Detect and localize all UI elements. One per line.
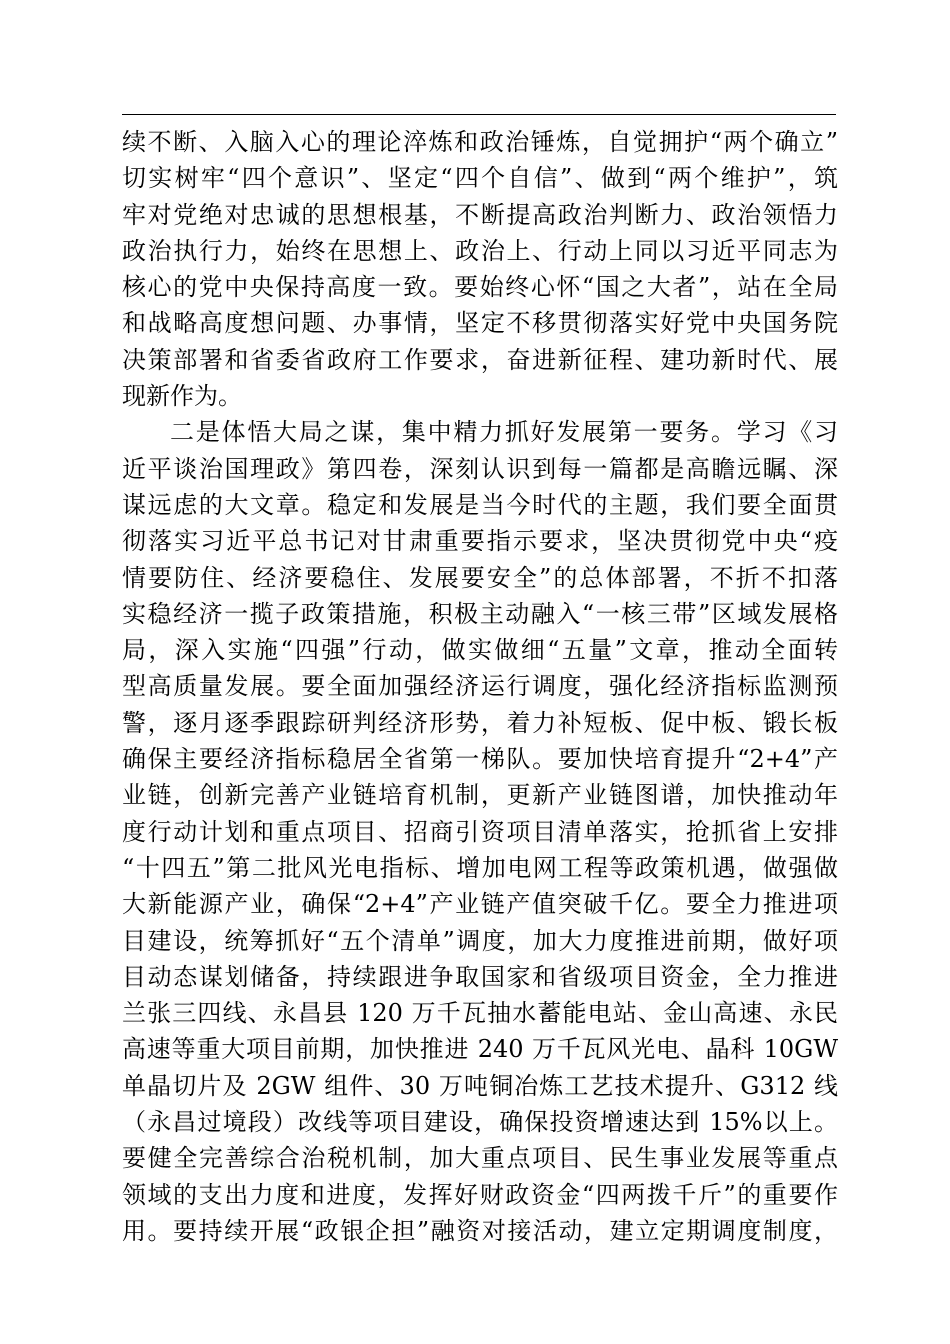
text-line: 警，逐月逐季跟踪研判经济形势，着力补短板、促中板、锻长板: [122, 708, 838, 737]
text-line: 牢对党绝对忠诚的思想根基，不断提高政治判断力、政治领悟力: [122, 200, 838, 229]
text-line: 目建设，统筹抓好“五个清单”调度，加大力度推进前期，做好项: [122, 926, 838, 955]
text-line: 兰张三四线、永昌县 120 万千瓦抽水蓄能电站、金山高速、永民: [122, 999, 838, 1028]
text-line: 近平谈治国理政》第四卷，深刻认识到每一篇都是高瞻远瞩、深: [122, 454, 838, 483]
text-line: 切实树牢“四个意识”、坚定“四个自信”、做到“两个维护”，筑: [122, 164, 838, 193]
text-line: 现新作为。: [122, 382, 242, 411]
text-line: 型高质量发展。要全面加强经济运行调度，强化经济指标监测预: [122, 672, 838, 701]
text-line: 续不断、入脑入心的理论淬炼和政治锤炼，自觉拥护“两个确立”: [122, 128, 838, 156]
text-line: 实稳经济一揽子政策措施，积极主动融入“一核三带”区域发展格: [122, 599, 838, 628]
text-line: 领域的支出力度和进度，发挥好财政资金“四两拨千斤”的重要作: [122, 1180, 838, 1209]
text-line: 局，深入实施“四强”行动，做实做细“五量”文章，推动全面转: [122, 636, 838, 665]
text-line: 大新能源产业，确保“2+4”产业链产值突破千亿。要全力推进项: [122, 890, 838, 919]
text-line: 谋远虑的大文章。稳定和发展是当今时代的主题，我们要全面贯: [122, 490, 838, 519]
text-line: 高速等重大项目前期，加快推进 240 万千瓦风光电、晶科 10GW: [122, 1035, 838, 1064]
text-line: 目动态谋划储备，持续跟进争取国家和省级项目资金，全力推进: [122, 962, 838, 991]
header-rule: [122, 114, 836, 115]
text-line: 确保主要经济指标稳居全省第一梯队。要加快培育提升“2+4”产: [122, 745, 838, 774]
text-line: （永昌过境段）改线等项目建设，确保投资增速达到 15%以上。: [122, 1108, 838, 1137]
text-line: 和战略高度想问题、办事情，坚定不移贯彻落实好党中央国务院: [122, 309, 838, 338]
body-text: [122, 124, 838, 1249]
text-line: 用。要持续开展“政银企担”融资对接活动，建立定期调度制度，: [122, 1216, 838, 1245]
text-line: 二是体悟大局之谋，集中精力抓好发展第一要务。学习《习: [170, 418, 838, 447]
text-line: 要健全完善综合治税机制，加大重点项目、民生事业发展等重点: [122, 1144, 838, 1173]
text-line: 度行动计划和重点项目、招商引资项目清单落实，抢抓省上安排: [122, 817, 838, 846]
text-line: 决策部署和省委省政府工作要求，奋进新征程、建功新时代、展: [122, 345, 838, 374]
text-line: “十四五”第二批风光电指标、增加电网工程等政策机遇，做强做: [122, 853, 838, 882]
text-line: 业链，创新完善产业链培育机制，更新产业链图谱，加快推动年: [122, 781, 838, 810]
text-line: 单晶切片及 2GW 组件、30 万吨铜冶炼工艺技术提升、G312 线: [122, 1071, 838, 1100]
text-line: 彻落实习近平总书记对甘肃重要指示要求，坚决贯彻党中央“疫: [122, 527, 838, 556]
text-line: 核心的党中央保持高度一致。要始终心怀“国之大者”，站在全局: [122, 273, 838, 302]
text-line: 情要防住、经济要稳住、发展要安全”的总体部署，不折不扣落: [122, 563, 838, 592]
text-line: 政治执行力，始终在思想上、政治上、行动上同以习近平同志为: [122, 236, 838, 265]
